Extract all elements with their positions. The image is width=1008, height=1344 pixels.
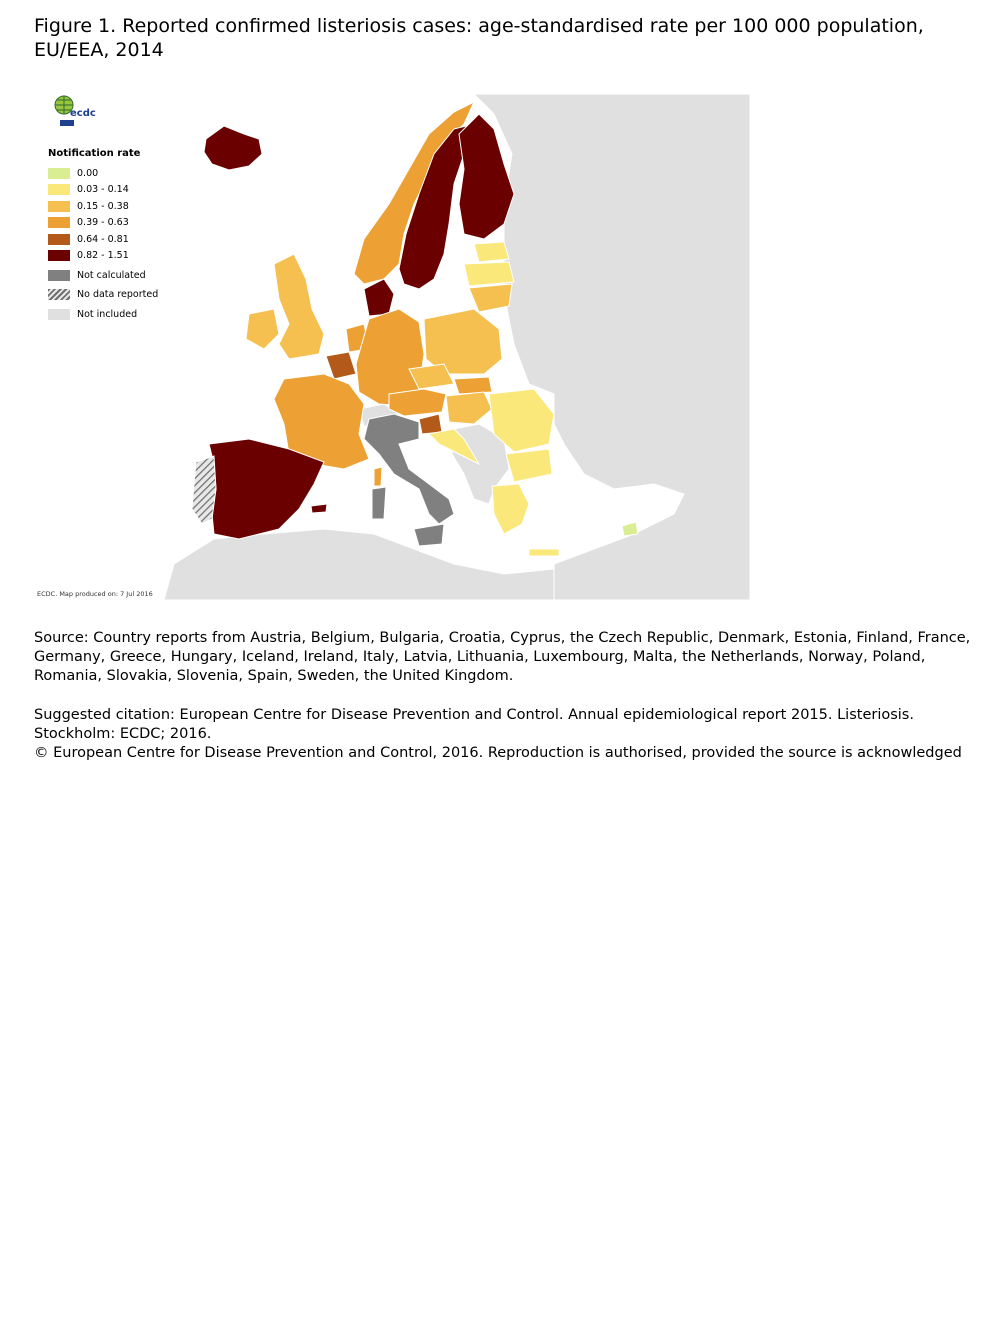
legend-item xyxy=(48,182,198,199)
map-legend xyxy=(48,148,198,323)
estonia xyxy=(474,242,509,262)
portugal xyxy=(192,456,216,524)
copyright-notice: © European Centre for Disease Prevention and Control, 2016. Reproduction is authorised, provided the source is acknowledged xyxy=(34,745,962,761)
legend-swatch xyxy=(48,217,70,228)
legend-item xyxy=(48,165,198,182)
ecdc-logo xyxy=(50,94,94,128)
legend-label: 0.39 - 0.63 xyxy=(77,217,129,229)
balearic-islands xyxy=(311,504,327,513)
legend-swatch xyxy=(48,289,70,300)
crete xyxy=(529,549,559,556)
legend-swatch xyxy=(48,250,70,261)
legend-label: Not included xyxy=(77,308,138,320)
legend-item xyxy=(48,306,198,323)
latvia xyxy=(464,262,514,286)
legend-item xyxy=(48,267,198,284)
austria xyxy=(389,389,446,416)
legend-label: 0.03 - 0.14 xyxy=(77,184,129,196)
legend-label: No data reported xyxy=(77,289,159,301)
legend-swatch xyxy=(48,270,70,281)
map-credit: ECDC. Map produced on: 7 Jul 2016 xyxy=(37,590,153,598)
legend-item xyxy=(48,248,198,265)
map-container xyxy=(34,94,750,600)
legend-swatch xyxy=(48,168,70,179)
source-note: Source: Country reports from Austria, Belgium, Bulgaria, Croatia, Cyprus, the Czech Republic, Denmark, Estonia, Finland, France, Germany, Greece, Hungary, Iceland, Ireland, Italy, Latvia, Lithuania, Luxembourg, Malta, the Netherlands, Norway, Poland, Romania, Slovakia, Slovenia, Spain, Sweden, the United Kingdom. xyxy=(34,630,971,684)
legend-item xyxy=(48,231,198,248)
legend-item xyxy=(48,215,198,232)
legend-title: Notification rate xyxy=(48,148,141,159)
legend-swatch xyxy=(48,234,70,245)
ecdc-logo-text: ecdc xyxy=(70,108,96,119)
corsica xyxy=(374,467,382,486)
figure-title: Figure 1. Reported confirmed listeriosis cases: age-standardised rate per 100 000 population, EU/EEA, 2014 xyxy=(34,15,924,61)
sardinia xyxy=(372,487,386,519)
slovakia xyxy=(454,377,492,394)
legend-item xyxy=(48,287,198,304)
legend-swatch xyxy=(48,309,70,320)
legend-label: 0.82 - 1.51 xyxy=(77,250,129,262)
legend-label: 0.00 xyxy=(77,167,99,179)
legend-label: 0.15 - 0.38 xyxy=(77,200,129,212)
legend-label: 0.64 - 0.81 xyxy=(77,233,129,245)
suggested-citation: Suggested citation: European Centre for Disease Prevention and Control. Annual epidemiological report 2015. Listeriosis. Stockholm: ECDC; 2016. xyxy=(34,707,914,742)
legend-item xyxy=(48,198,198,215)
legend-label: Not calculated xyxy=(77,269,146,281)
citation-block xyxy=(34,706,974,763)
legend-swatch xyxy=(48,184,70,195)
legend-swatch xyxy=(48,201,70,212)
